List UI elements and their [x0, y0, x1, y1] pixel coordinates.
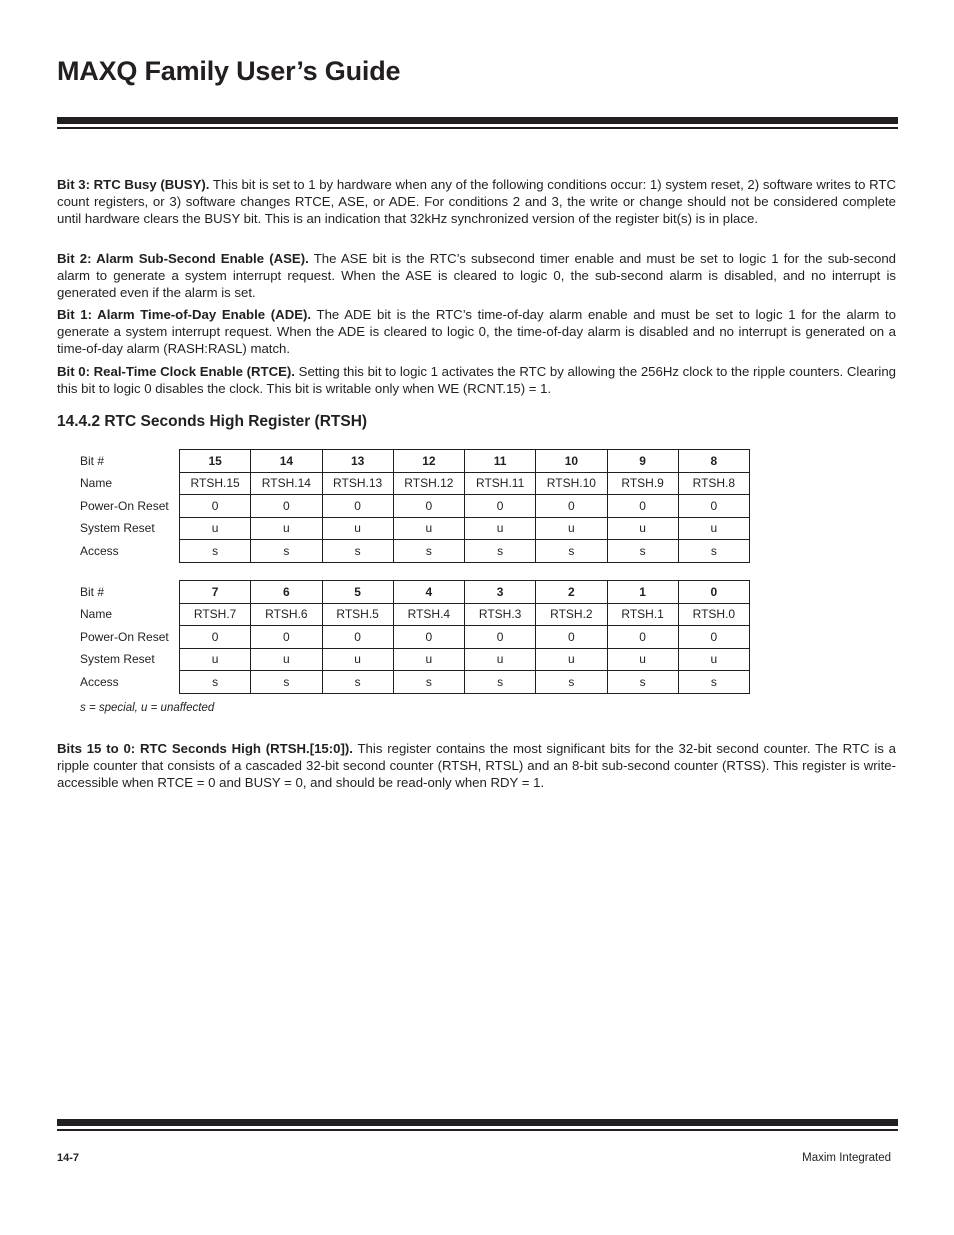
register-cell: RTSH.6: [251, 603, 322, 626]
register-row: [76, 603, 750, 626]
register-row: [76, 648, 750, 671]
register-cell: u: [465, 648, 536, 671]
row-label: Power-On Reset: [80, 498, 169, 513]
register-cell: s: [393, 671, 464, 694]
register-cell: s: [322, 671, 393, 694]
register-cell: 0: [180, 626, 251, 649]
register-cell: 0: [536, 626, 607, 649]
register-cell: 14: [251, 450, 322, 473]
bit0-text: Setting this bit to logic 1 activates the RTC by allowing the 256Hz clock to the ripple counters. Clearing this bit to logic 0 disables the clock. This bit is writable only when WE (RCNT.15) = 1.: [57, 364, 896, 396]
bit3-text: This bit is set to 1 by hardware when any of the following conditions occur: 1) system reset, 2) software writes to RTC count registers, or 3) software changes RTCE, ASE, or ADE. For conditions 2 and 3, the write or change should not be considered complete until hardware clears the BUSY bit. This is an indication that 32kHz synchronized version of the register bit(s) is in place.: [57, 177, 896, 226]
register-cell: 0: [251, 495, 322, 518]
register-table-low-byte: [76, 580, 750, 694]
bit0-label: Bit 0: Real-Time Clock Enable (RTCE).: [57, 364, 295, 379]
register-row: [76, 495, 750, 518]
register-cell: 9: [607, 450, 678, 473]
row-label: Power-On Reset: [80, 629, 169, 644]
rtsh-bits-description: [57, 740, 896, 791]
register-row: [76, 450, 750, 473]
register-cell: u: [678, 517, 749, 540]
register-cell: 0: [678, 626, 749, 649]
register-cell: RTSH.13: [322, 472, 393, 495]
register-cell: RTSH.1: [607, 603, 678, 626]
bit2-description: [57, 250, 896, 301]
register-cell: 3: [465, 581, 536, 604]
register-cell: 6: [251, 581, 322, 604]
register-cell: 0: [180, 495, 251, 518]
register-cell: 11: [465, 450, 536, 473]
register-cell: u: [393, 517, 464, 540]
register-cell: 0: [465, 626, 536, 649]
register-cell: RTSH.14: [251, 472, 322, 495]
register-cell: u: [393, 648, 464, 671]
bit1-description: [57, 306, 896, 357]
register-cell: RTSH.3: [465, 603, 536, 626]
row-label: System Reset: [80, 652, 155, 667]
register-cell: RTSH.2: [536, 603, 607, 626]
row-label: Access: [80, 674, 119, 689]
register-cell: u: [536, 517, 607, 540]
register-cell: s: [607, 671, 678, 694]
register-row: [76, 517, 750, 540]
register-cell: s: [536, 671, 607, 694]
register-cell: 0: [322, 626, 393, 649]
row-label: System Reset: [80, 521, 155, 536]
register-cell: u: [180, 648, 251, 671]
register-cell: 5: [322, 581, 393, 604]
register-cell: u: [465, 517, 536, 540]
register-cell: u: [607, 517, 678, 540]
register-cell: RTSH.9: [607, 472, 678, 495]
register-cell: s: [393, 540, 464, 563]
bit2-label: Bit 2: Alarm Sub-Second Enable (ASE).: [57, 251, 309, 266]
register-cell: 0: [678, 495, 749, 518]
bit2-text: The ASE bit is the RTC’s subsecond timer enable and must be set to logic 1 for the sub-second alarm to generate a system interrupt request. When the ASE is cleared to logic 0, the sub-second alarm is disabled, and no interrupt is generated even if the alarm is set.: [57, 251, 896, 300]
section-heading: 14.4.2 RTC Seconds High Register (RTSH): [57, 413, 368, 430]
register-cell: s: [536, 540, 607, 563]
register-cell: s: [465, 540, 536, 563]
footer-rule-thin: [57, 1129, 898, 1131]
register-cell: 0: [322, 495, 393, 518]
register-cell: s: [607, 540, 678, 563]
register-cell: u: [322, 648, 393, 671]
register-cell: u: [180, 517, 251, 540]
register-cell: s: [251, 671, 322, 694]
register-cell: RTSH.8: [678, 472, 749, 495]
register-row: [76, 671, 750, 694]
register-cell: 8: [678, 450, 749, 473]
register-cell: s: [678, 540, 749, 563]
register-cell: RTSH.10: [536, 472, 607, 495]
register-cell: s: [180, 671, 251, 694]
register-cell: 0: [465, 495, 536, 518]
register-cell: RTSH.15: [180, 472, 251, 495]
register-cell: 0: [607, 626, 678, 649]
register-cell: s: [251, 540, 322, 563]
register-cell: u: [536, 648, 607, 671]
register-row: [76, 540, 750, 563]
register-cell: RTSH.12: [393, 472, 464, 495]
register-cell: s: [678, 671, 749, 694]
rtsh-bits-label: Bits 15 to 0: RTC Seconds High (RTSH.[15:0]).: [57, 741, 353, 756]
row-label: Name: [80, 476, 113, 491]
header-rule-thin: [57, 127, 898, 129]
register-cell: s: [465, 671, 536, 694]
page-number: 14-7: [57, 1152, 80, 1164]
publisher-name: Maxim Integrated: [802, 1152, 891, 1164]
register-cell: 0: [393, 626, 464, 649]
bit3-label: Bit 3: RTC Busy (BUSY).: [57, 177, 210, 192]
register-cell: s: [180, 540, 251, 563]
register-cell: s: [322, 540, 393, 563]
register-row: [76, 626, 750, 649]
document-title: MAXQ Family User’s Guide: [57, 56, 401, 86]
row-label: Bit #: [80, 584, 105, 599]
register-cell: 0: [251, 626, 322, 649]
register-cell: u: [251, 648, 322, 671]
register-cell: RTSH.7: [180, 603, 251, 626]
register-cell: 0: [536, 495, 607, 518]
register-cell: RTSH.0: [678, 603, 749, 626]
register-cell: u: [678, 648, 749, 671]
bit1-text: The ADE bit is the RTC’s time-of-day alarm enable and must be set to logic 1 for the alarm to generate a system interrupt request. When the ADE is cleared to logic 0, the time-of-day alarm is disabled and no interrupt is generated on a time-of-day alarm (RASH:RASL) match.: [57, 307, 897, 356]
register-cell: u: [322, 517, 393, 540]
register-cell: 13: [322, 450, 393, 473]
register-row: [76, 472, 750, 495]
register-cell: 7: [180, 581, 251, 604]
register-cell: 0: [393, 495, 464, 518]
register-cell: RTSH.5: [322, 603, 393, 626]
register-cell: u: [607, 648, 678, 671]
register-cell: 4: [393, 581, 464, 604]
access-legend-note: s = special, u = unaffected: [80, 702, 215, 714]
register-cell: 15: [180, 450, 251, 473]
header-rule-thick: [57, 117, 898, 124]
row-label: Name: [80, 607, 113, 622]
register-cell: RTSH.11: [465, 472, 536, 495]
rtsh-bits-text: This register contains the most significant bits for the 32-bit second counter. The RTC is a ripple counter that consists of a cascaded 32-bit second counter (RTSH, RTSL) and an 8-bit sub-second counter (RTSS). This register is write-accessible when RTCE = 0 and BUSY = 0, and should be read-only when RDY = 1.: [57, 741, 896, 790]
register-cell: 10: [536, 450, 607, 473]
bit0-description: [57, 363, 896, 397]
register-cell: 12: [393, 450, 464, 473]
bit1-label: Bit 1: Alarm Time-of-Day Enable (ADE).: [57, 307, 312, 322]
row-label: Access: [80, 543, 119, 558]
footer-rule-thick: [57, 1119, 898, 1126]
register-cell: 0: [607, 495, 678, 518]
register-cell: 1: [607, 581, 678, 604]
register-cell: 2: [536, 581, 607, 604]
register-cell: RTSH.4: [393, 603, 464, 626]
register-table-high-byte: [76, 449, 750, 563]
bit3-description: [57, 176, 896, 227]
row-label: Bit #: [80, 453, 105, 468]
register-row: [76, 581, 750, 604]
register-cell: 0: [678, 581, 749, 604]
register-cell: u: [251, 517, 322, 540]
